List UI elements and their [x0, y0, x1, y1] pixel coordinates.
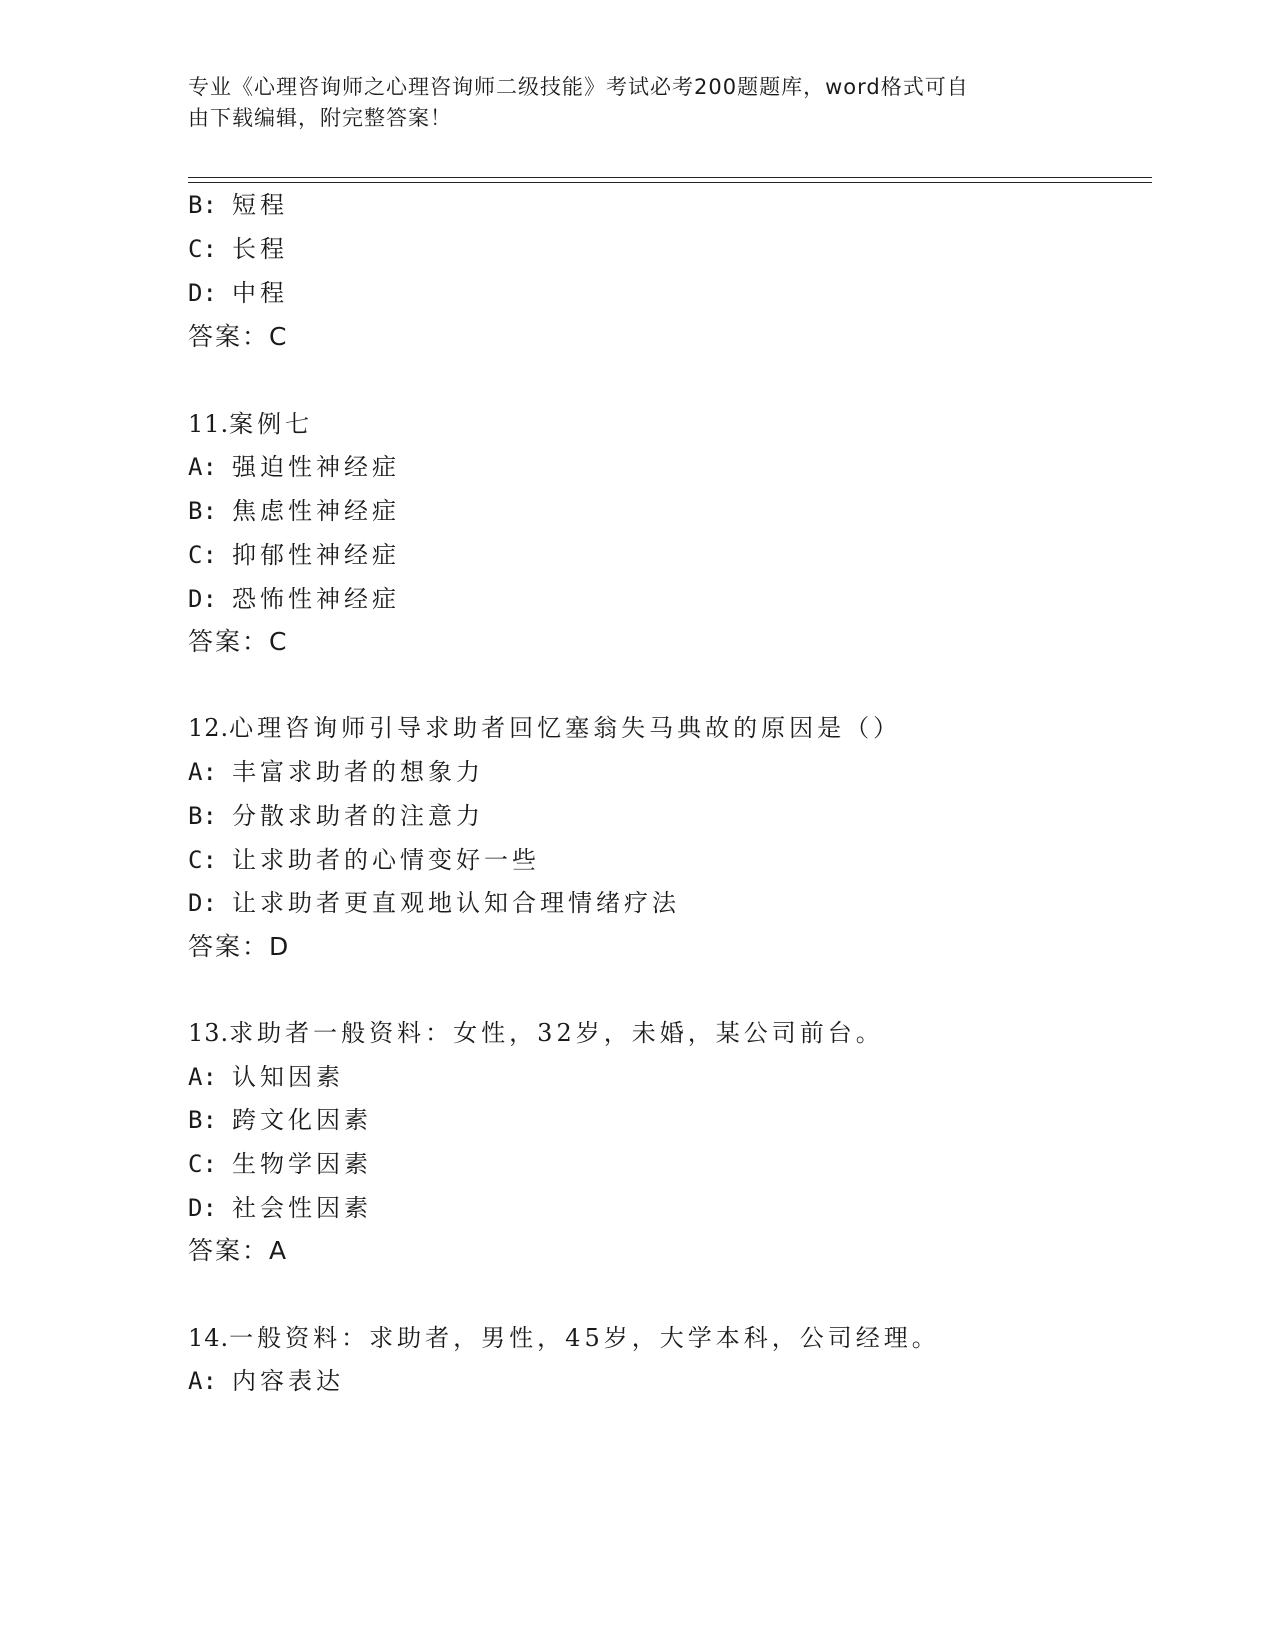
- option-row: [188, 845, 540, 875]
- option-text: 短程: [232, 191, 288, 219]
- answer-line: 答案：C: [188, 627, 289, 656]
- header-divider-bottom: [188, 182, 1152, 183]
- option-label: C:: [188, 541, 217, 569]
- option-label: B:: [188, 1106, 217, 1134]
- option-label: D:: [188, 585, 217, 613]
- option-label: C:: [188, 846, 217, 874]
- option-row: [188, 234, 288, 264]
- option-text: 分散求助者的注意力: [232, 802, 484, 830]
- option-row: [188, 496, 400, 526]
- question-text: 一般资料：求助者，男性，45岁，大学本科，公司经理。: [229, 1324, 940, 1352]
- option-text: 丰富求助者的想象力: [232, 758, 484, 786]
- option-text: 生物学因素: [232, 1150, 372, 1178]
- document-header: [188, 72, 1068, 134]
- question-stem: [188, 409, 313, 439]
- question-stem: [188, 1323, 940, 1353]
- question-text: 心理咨询师引导求助者回忆塞翁失马典故的原因是（）: [229, 714, 902, 742]
- option-label: B:: [188, 497, 217, 525]
- question-number: 13.: [188, 1019, 230, 1047]
- answer-line: 答案：C: [188, 322, 289, 351]
- option-label: C:: [188, 1150, 217, 1178]
- option-text: 跨文化因素: [232, 1106, 372, 1134]
- question-number: 14.: [188, 1324, 230, 1352]
- question-text: 案例七: [229, 410, 314, 438]
- option-row: [188, 757, 484, 787]
- option-row: [188, 452, 400, 482]
- option-row: [188, 888, 680, 918]
- option-row: [188, 278, 288, 308]
- answer-line: 答案：D: [188, 932, 291, 961]
- option-text: 社会性因素: [232, 1194, 372, 1222]
- option-label: D:: [188, 1194, 217, 1222]
- question-number: 12.: [188, 714, 230, 742]
- question-stem: [188, 713, 901, 743]
- option-row: [188, 1149, 372, 1179]
- option-label: A:: [188, 1367, 217, 1395]
- option-row: [188, 1105, 372, 1135]
- option-row: [188, 1366, 344, 1396]
- option-label: A:: [188, 758, 217, 786]
- header-line-2: 由下载编辑，附完整答案！: [188, 106, 452, 130]
- option-row: [188, 584, 400, 614]
- option-text: 中程: [232, 279, 288, 307]
- option-text: 内容表达: [232, 1367, 344, 1395]
- option-text: 让求助者更直观地认知合理情绪疗法: [232, 889, 680, 917]
- option-label: D:: [188, 889, 217, 917]
- header-divider-top: [188, 177, 1152, 178]
- option-label: B:: [188, 191, 217, 219]
- option-label: B:: [188, 802, 217, 830]
- question-number: 11.: [188, 410, 230, 438]
- option-row: [188, 801, 484, 831]
- option-text: 认知因素: [232, 1063, 344, 1091]
- option-text: 抑郁性神经症: [232, 541, 400, 569]
- option-row: [188, 190, 288, 220]
- option-text: 强迫性神经症: [232, 453, 400, 481]
- header-line-1: 专业《心理咨询师之心理咨询师二级技能》考试必考200题题库，word格式可自: [188, 75, 969, 99]
- option-text: 让求助者的心情变好一些: [232, 846, 540, 874]
- option-row: [188, 1062, 344, 1092]
- option-row: [188, 540, 400, 570]
- question-text: 求助者一般资料：女性，32岁，未婚，某公司前台。: [229, 1019, 884, 1047]
- option-row: [188, 1193, 372, 1223]
- option-text: 焦虑性神经症: [232, 497, 400, 525]
- option-label: A:: [188, 1063, 217, 1091]
- option-text: 长程: [232, 235, 288, 263]
- option-label: C:: [188, 235, 217, 263]
- answer-line: 答案：A: [188, 1236, 289, 1265]
- option-label: D:: [188, 279, 217, 307]
- question-stem: [188, 1018, 884, 1048]
- option-text: 恐怖性神经症: [232, 585, 400, 613]
- option-label: A:: [188, 453, 217, 481]
